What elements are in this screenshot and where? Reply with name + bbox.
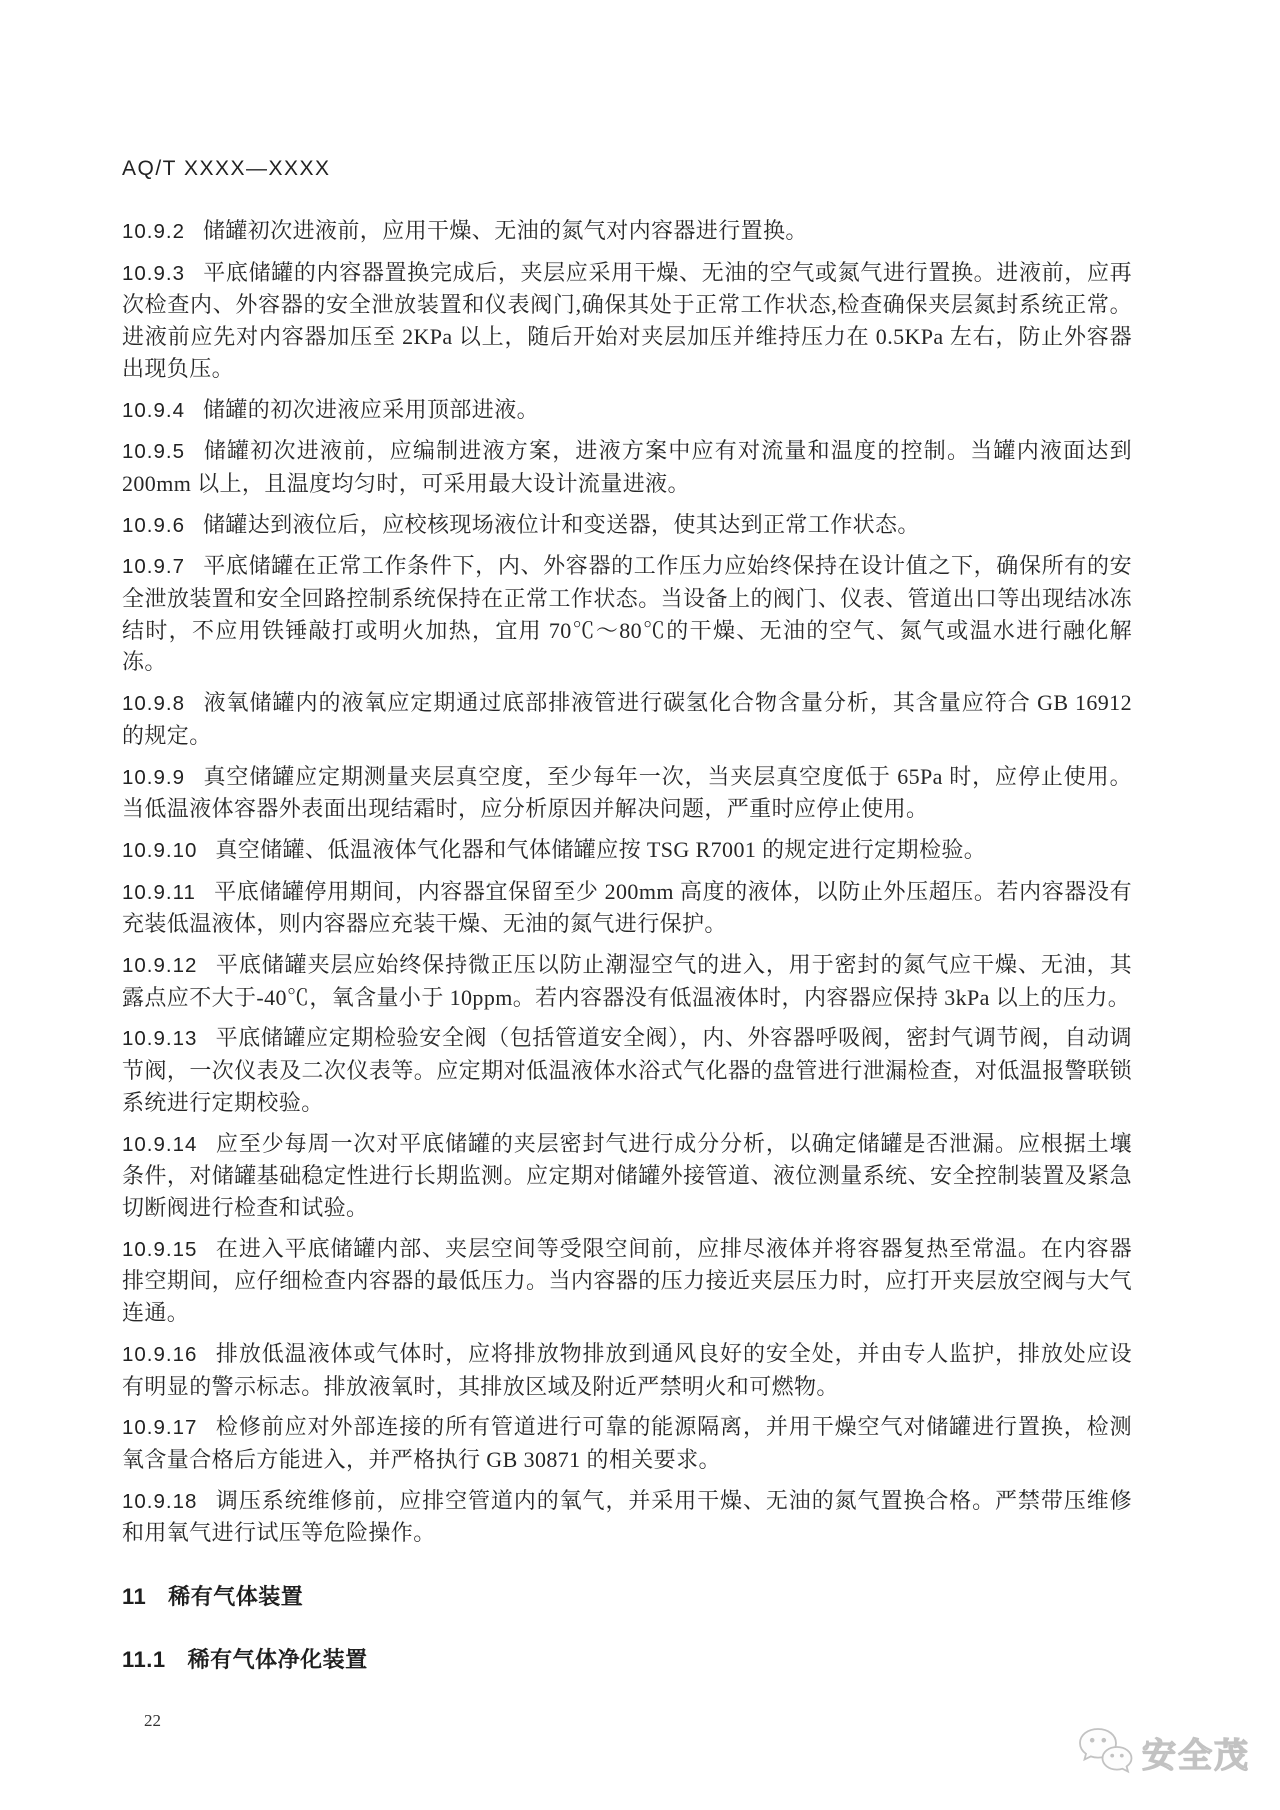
clause-10-9-8 (122, 687, 1132, 751)
section-title: 稀有气体净化装置 (187, 1647, 368, 1673)
clause-text: 液氧储罐内的液氧应定期通过底部排液管进行碳氢化合物含量分析，其含量应符合 GB 16912 的规定。 (122, 690, 1132, 748)
section-number: 11 (122, 1584, 147, 1610)
clause-text: 储罐达到液位后，应校核现场液位计和变送器，使其达到正常工作状态。 (203, 511, 920, 537)
wechat-bubbles-icon (1076, 1726, 1134, 1778)
clause-number: 10.9.3 (122, 261, 185, 285)
clause-text: 真空储罐应定期测量夹层真空度，至少每年一次，当夹层真空度低于 65Pa 时，应停止使用。当低温液体容器外表面出现结霜时，应分析原因并解决问题，严重时应停止使用。 (122, 763, 1132, 822)
clause-10-9-10 (122, 834, 1132, 867)
clause-text: 平底储罐停用期间，内容器宜保留至少 200mm 高度的液体，以防止外压超压。若内容器没有充装低温液体，则内容器应充装干燥、无油的氮气进行保护。 (122, 878, 1132, 937)
clause-10-9-6 (122, 509, 1132, 542)
clause-text: 储罐初次进液前，应用干燥、无油的氮气对内容器进行置换。 (203, 218, 808, 243)
clause-number: 10.9.18 (122, 1489, 198, 1513)
clause-number: 10.9.9 (122, 765, 185, 789)
clause-10-9-13 (122, 1022, 1132, 1118)
clause-text: 排放低温液体或气体时，应将排放物排放到通风良好的安全处，并由专人监护，排放处应设有明显的警示标志。排放液氧时，其排放区域及附近严禁明火和可燃物。 (122, 1340, 1132, 1399)
watermark (1076, 1726, 1250, 1778)
clause-text: 平底储罐在正常工作条件下，内、外容器的工作压力应始终保持在设计值之下，确保所有的安全泄放装置和安全回路控制系统保持在正常工作状态。当设备上的阀门、仪表、管道出口等出现结冰冻结时，不应用铁锤敲打或明火加热，宜用 70℃～80℃的干燥、无油的空气、氮气或温水进行融化解冻。 (122, 553, 1132, 675)
clause-text: 应至少每周一次对平底储罐的夹层密封气进行成分分析，以确定储罐是否泄漏。应根据土壤条件，对储罐基础稳定性进行长期监测。应定期对储罐外接管道、液位测量系统、安全控制装置及紧急切断阀进行检查和试验。 (122, 1130, 1132, 1220)
clause-number: 10.9.2 (122, 220, 185, 243)
clause-text: 储罐初次进液前，应编制进液方案，进液方案中应有对流量和温度的控制。当罐内液面达到 200mm 以上，且温度均匀时，可采用最大设计流量进液。 (122, 438, 1132, 496)
clause-10-9-14 (122, 1128, 1132, 1224)
section-heading-11 (122, 1583, 1132, 1611)
clause-number: 10.9.7 (122, 555, 185, 579)
clause-text: 储罐的初次进液应采用顶部进液。 (203, 396, 540, 422)
clause-number: 10.9.13 (122, 1027, 198, 1051)
clause-text: 在进入平底储罐内部、夹层空间等受限空间前，应排尽液体并将容器复热至常温。在内容器排空期间，应仔细检查内容器的最低压力。当内容器的压力接近夹层压力时，应打开夹层放空阀与大气连通。 (122, 1235, 1132, 1326)
clause-number: 10.9.17 (122, 1416, 198, 1440)
clause-10-9-5 (122, 435, 1132, 499)
clause-10-9-3 (122, 257, 1132, 385)
clause-text: 检修前应对外部连接的所有管道进行可靠的能源隔离，并用干燥空气对储罐进行置换，检测氧含量合格后方能进入，并严格执行 GB 30871 的相关要求。 (122, 1414, 1132, 1472)
page-number: 22 (144, 1711, 161, 1731)
clause-10-9-17 (122, 1411, 1132, 1475)
clause-10-9-15 (122, 1233, 1132, 1329)
clause-text: 平底储罐夹层应始终保持微正压以防止潮湿空气的进入，用于密封的氮气应干燥、无油，其露点应不大于-40℃，氧含量小于 10ppm。若内容器没有低温液体时，内容器应保持 3kPa 以上的压力。 (122, 952, 1132, 1010)
clause-10-9-2 (122, 215, 1132, 248)
clause-text: 调压系统维修前，应排空管道内的氧气，并采用干燥、无油的氮气置换合格。严禁带压维修和用氧气进行试压等危险操作。 (122, 1487, 1132, 1546)
section-number: 11.1 (122, 1647, 166, 1673)
clause-10-9-16 (122, 1338, 1132, 1402)
clause-number: 10.9.6 (122, 513, 185, 537)
clause-text: 平底储罐应定期检验安全阀（包括管道安全阀），内、外容器呼吸阀，密封气调节阀，自动调节阀，一次仪表及二次仪表等。应定期对低温液体水浴式气化器的盘管进行泄漏检查，对低温报警联锁系统进行定期校验。 (122, 1025, 1132, 1115)
clause-10-9-11 (122, 876, 1132, 940)
section-heading-11-1 (122, 1646, 1132, 1674)
clause-10-9-18 (122, 1485, 1132, 1549)
clause-10-9-9 (122, 761, 1132, 825)
clause-number: 10.9.8 (122, 692, 185, 716)
clause-number: 10.9.4 (122, 398, 185, 422)
clause-number: 10.9.14 (122, 1132, 198, 1156)
page-content (122, 0, 1132, 1731)
clause-text: 平底储罐的内容器置换完成后，夹层应采用干燥、无油的空气或氮气进行置换。进液前，应再次检查内、外容器的安全泄放装置和仪表阀门,确保其处于正常工作状态,检查确保夹层氮封系统正常。进液前应先对内容器加压至 2KPa 以上，随后开始对夹层加压并维持压力在 0.5KPa 左右，防止外容器出现负压。 (122, 259, 1132, 381)
clause-10-9-4 (122, 394, 1132, 427)
clause-number: 10.9.15 (122, 1237, 198, 1261)
clause-number: 10.9.5 (122, 440, 185, 464)
clause-text: 真空储罐、低温液体气化器和气体储罐应按 TSG R7001 的规定进行定期检验。 (215, 836, 987, 862)
clause-10-9-12 (122, 949, 1132, 1013)
clause-number: 10.9.16 (122, 1342, 198, 1366)
standard-code-header: AQ/T XXXX—XXXX (122, 157, 331, 180)
watermark-text: 安全茂 (1142, 1736, 1250, 1775)
clause-10-9-7 (122, 550, 1132, 678)
clause-number: 10.9.11 (122, 880, 196, 904)
clause-number: 10.9.12 (122, 954, 198, 978)
section-title: 稀有气体装置 (168, 1584, 304, 1610)
clause-number: 10.9.10 (122, 838, 198, 862)
